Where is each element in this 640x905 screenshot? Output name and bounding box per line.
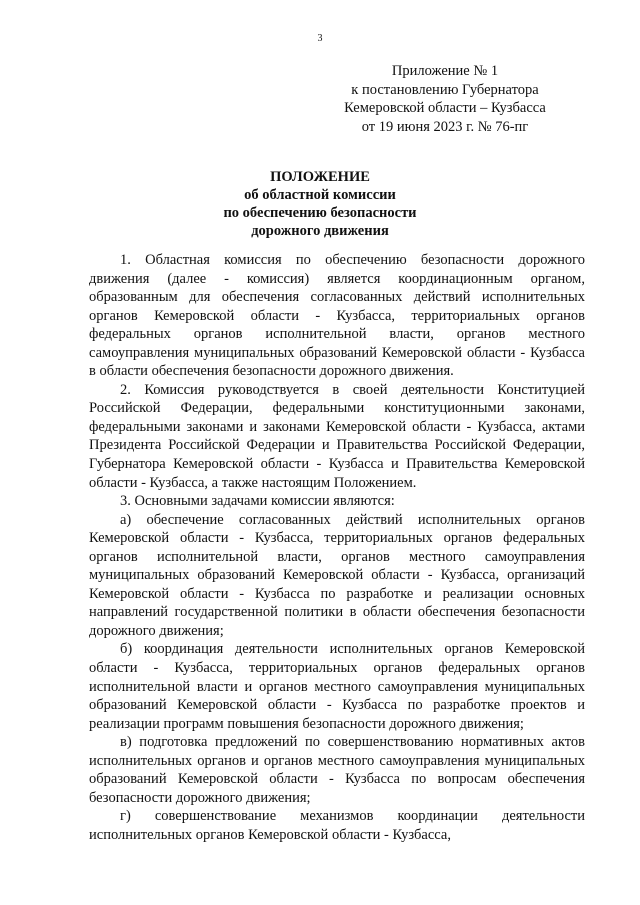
title-line: по обеспечению безопасности — [223, 205, 417, 221]
paragraph-3b: б) координация деятельности исполнительных органов Кемеровской области - Кузбасса, территориальных органов федеральных органов исполнительной власти и органов местного самоуправления муниципальных образований Кемеровской области - Кузбасса по разработке проектов и реализации программ повышения безопасности дорожного движения; — [89, 641, 585, 732]
title-line: ПОЛОЖЕНИЕ — [270, 169, 370, 185]
paragraph-3v: в) подготовка предложений по совершенствованию нормативных актов исполнительных органов и органов местного самоуправления муниципальных образований Кемеровской области - Кузбасса по вопросам обеспечения безопасности дорожного движения; — [89, 734, 585, 806]
document-title — [0, 168, 640, 240]
paragraph-2: 2. Комиссия руководствуется в своей деятельности Конституцией Российской Федерации, федеральными конституционными законами, федеральными законами и законами Кемеровской области - Кузбасса, актами Президента Российской Федерации и Правительства Российской Федерации, Губернатора Кемеровской области - Кузбасса и Правительства Кемеровской области - Кузбасса, а также настоящим Положением. — [89, 381, 585, 491]
appendix-line: к постановлению Губернатора — [351, 81, 539, 98]
page-number: 3 — [317, 33, 323, 44]
paragraph-1: 1. Областная комиссия по обеспечению безопасности дорожного движения (далее - комиссия) является координационным органом, образованным для обеспечения согласованных действий исполнительных органов Кемеровской области - Кузбасса, территориальных органов федеральных органов исполнительной власти, органов местного самоуправления муниципальных образований Кемеровской области - Кузбасса в области обеспечения безопасности дорожного движения. — [89, 252, 585, 380]
paragraph-3g: г) совершенствование механизмов координации деятельности исполнительных органов Кемеровской области - Кузбасса, — [89, 808, 585, 843]
appendix-header — [300, 62, 590, 136]
appendix-line: Приложение № 1 — [391, 63, 499, 79]
title-line: об областной комиссии — [244, 187, 396, 203]
title-line: дорожного движения — [251, 223, 389, 239]
appendix-line: Кемеровской области – Кузбасса — [344, 100, 546, 116]
paragraph-3: 3. Основными задачами комиссии являются: — [120, 493, 395, 510]
paragraph-3a: а) обеспечение согласованных действий исполнительных органов Кемеровской области - Кузбасса, территориальных органов федеральных органов исполнительной власти, органов местного самоуправления муниципальных образований Кемеровской области - Кузбасса, организаций Кемеровской области - Кузбасса по разработке и реализации основных направлений государственной политики в области обеспечения безопасности дорожного движения; — [89, 511, 585, 639]
appendix-line: от 19 июня 2023 г. № 76-пг — [361, 118, 529, 135]
document-body — [89, 251, 585, 845]
